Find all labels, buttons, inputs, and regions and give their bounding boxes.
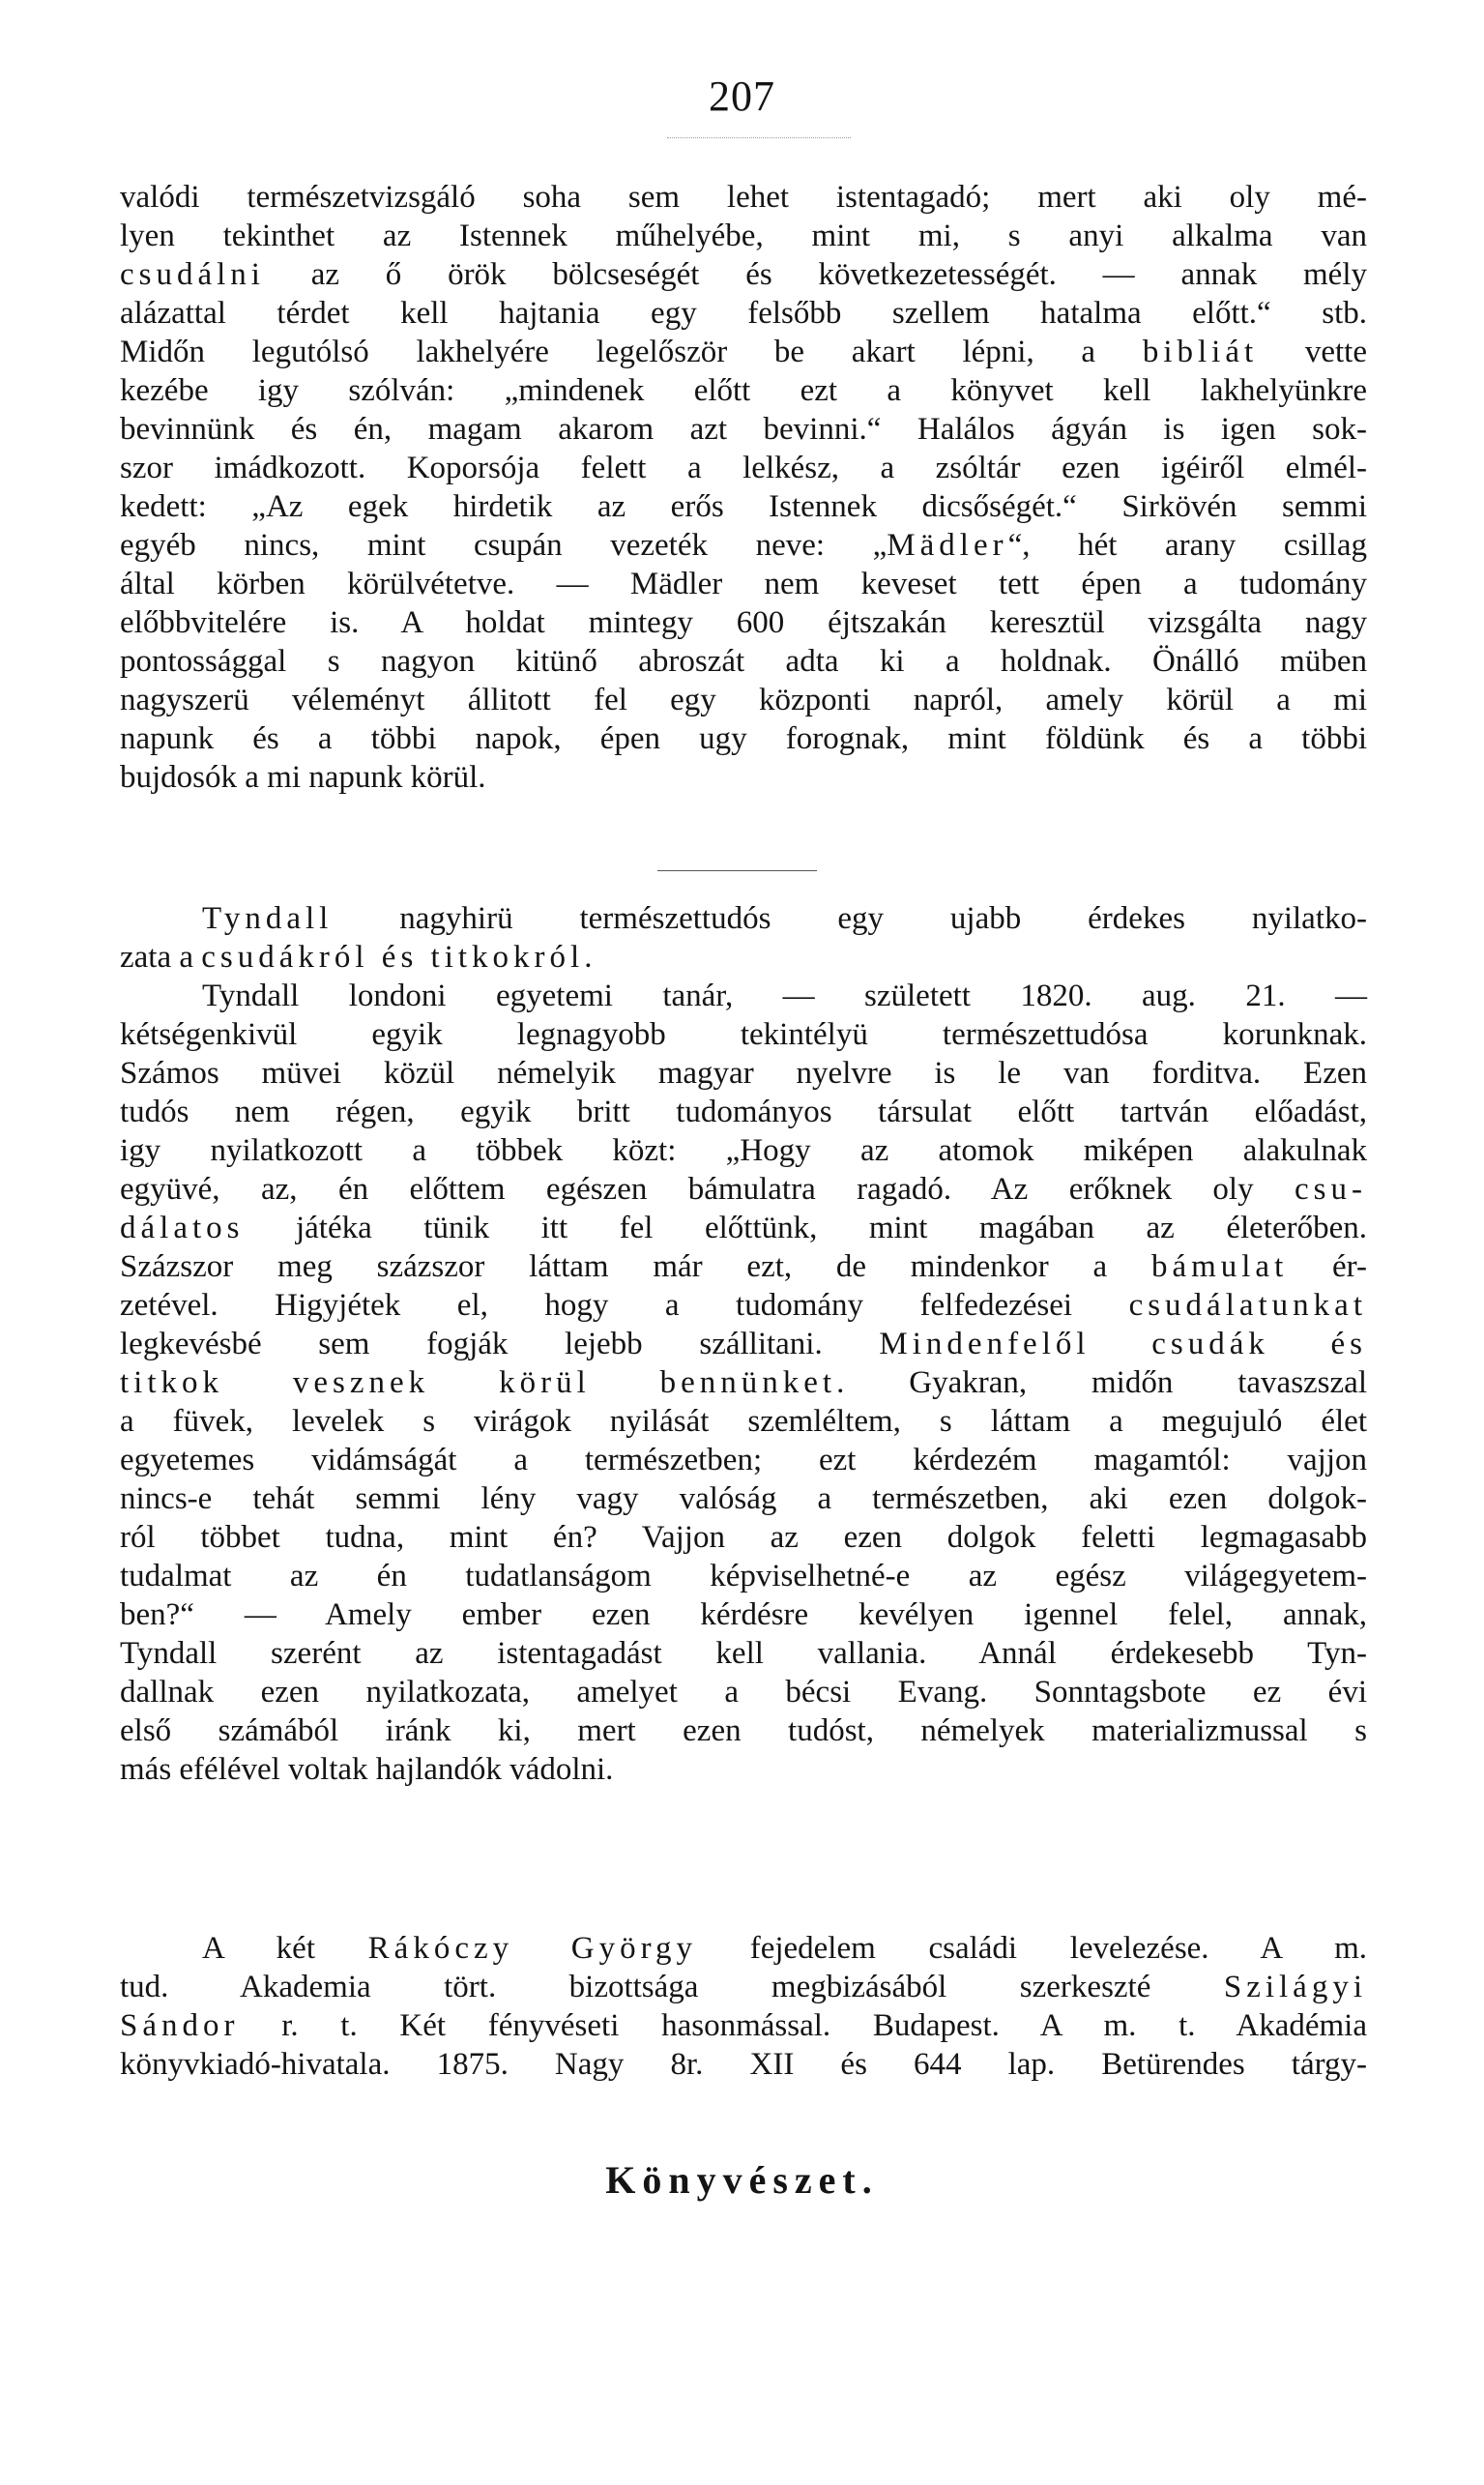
text-segment: által körben körülvétetve. — Mädler nem keveset tett épen a tudomány	[120, 567, 1367, 601]
text-line	[120, 333, 1367, 371]
paragraph-madler	[120, 178, 1367, 797]
text-line	[120, 1131, 1367, 1170]
text-segment: alázattal térdet kell hajtania egy felsőbb szellem hatalma előtt.“ stb.	[120, 296, 1367, 331]
text-line	[120, 899, 1367, 938]
text-line	[120, 487, 1367, 526]
text-segment: . Gyakran, midőn tavaszszal	[836, 1365, 1367, 1400]
text-line	[120, 1968, 1367, 2006]
text-segment: kedett: „Az egek hirdetik az erős Istennek dicsőségét.“ Sirkövén semmi	[120, 489, 1367, 524]
text-line	[120, 449, 1367, 487]
text-segment: nagyszerü véleményt állitott fel egy központi napról, amely körül a mi	[120, 683, 1367, 717]
section-divider	[657, 870, 817, 871]
text-segment: valódi természetvizsgáló soha sem lehet istentagadó; mert aki oly mé-	[120, 180, 1367, 215]
text-line	[120, 603, 1367, 642]
page-number: 207	[709, 73, 775, 120]
paragraph-tyndall	[120, 899, 1367, 1789]
spaced-emphasis-text: csudálni	[120, 257, 265, 292]
text-segment: bevinnünk és én, magam akarom azt bevinni.“ Halálos ágyán is igen sok-	[120, 412, 1367, 447]
text-segment: ér-	[1288, 1249, 1367, 1284]
text-segment: együvé, az, én előttem egészen bámulatra ragadó. Az erőknek oly	[120, 1172, 1295, 1207]
text-segment: zata a	[120, 940, 202, 975]
text-segment: első számából iránk ki, mert ezen tudóst, némelyek materializmussal s	[120, 1713, 1367, 1748]
text-line	[120, 2045, 1367, 2084]
text-segment: .	[584, 940, 593, 975]
paragraph-bibliography	[120, 1929, 1367, 2084]
spaced-emphasis-text: Tyndall	[202, 901, 334, 936]
text-segment: nagyhirü természettudós egy ujabb érdekes nyilatko-	[333, 901, 1367, 936]
text-line	[120, 1595, 1367, 1634]
text-line	[120, 2006, 1367, 2045]
text-segment: könyvkiadó-hivatala. 1875. Nagy 8r. XII és 644 lap. Betürendes tárgy-	[120, 2047, 1367, 2082]
text-line	[120, 1518, 1367, 1557]
text-segment: Számos müvei közül némelyik magyar nyelvre is le van forditva. Ezen	[120, 1056, 1367, 1091]
text-line	[120, 1363, 1367, 1402]
text-line	[120, 1054, 1367, 1093]
text-line	[120, 977, 1367, 1015]
text-segment: Midőn legutólsó lakhelyére legelőször be akart lépni, a	[120, 335, 1143, 369]
text-segment: zetével. Higyjétek el, hogy a tudomány felfedezései	[120, 1288, 1129, 1323]
text-segment: Tyndall szerént az istentagadást kell vallania. Annál érdekesebb Tyn-	[120, 1636, 1367, 1671]
text-line	[120, 178, 1367, 217]
text-segment: ról többet tudna, mint én? Vajjon az ezen dolgok feletti legmagasabb	[120, 1520, 1367, 1555]
text-segment: ben?“ — Amely ember ezen kérdésre kevélyen igennel felel, annak,	[120, 1597, 1367, 1632]
text-line	[120, 294, 1367, 333]
text-line	[120, 1209, 1367, 1247]
spaced-emphasis-text: Rákóczy György	[367, 1931, 698, 1966]
text-segment: dallnak ezen nyilatkozata, amelyet a bécsi Evang. Sonntagsbote ez évi	[120, 1675, 1367, 1710]
spaced-emphasis-text: bibliát	[1142, 335, 1259, 369]
text-line	[120, 1479, 1367, 1518]
text-line	[120, 1170, 1367, 1209]
spaced-emphasis-text: titkok vesznek körül bennünket	[120, 1365, 837, 1400]
text-segment: fejedelem családi levelezése. A m.	[697, 1931, 1368, 1966]
spaced-emphasis-text: Mindenfelől csudák és	[879, 1327, 1367, 1361]
text-segment: egyetemes vidámságát a természetben; ezt kérdezém magamtól: vajjon	[120, 1443, 1367, 1477]
text-line	[120, 410, 1367, 449]
text-line	[120, 1015, 1367, 1054]
text-segment: r. t. Két fényvéseti hasonmással. Budapest. A m. t. Akadémia	[239, 2008, 1367, 2043]
text-line	[120, 1093, 1367, 1131]
text-line	[120, 758, 1367, 797]
text-line	[120, 526, 1367, 565]
spaced-emphasis-text: Mädler	[887, 528, 1008, 563]
text-line	[120, 938, 1367, 977]
text-segment: kezébe igy szólván: „mindenek előtt ezt a könyvet kell lakhelyünkre	[120, 373, 1367, 408]
text-line	[120, 371, 1367, 410]
text-line	[120, 217, 1367, 255]
text-line	[120, 1247, 1367, 1286]
spaced-emphasis-text: Szilágyi	[1223, 1970, 1367, 2004]
text-line	[120, 1286, 1367, 1325]
text-segment: napunk és a többi napok, épen ugy forognak, mint földünk és a többi	[120, 721, 1367, 756]
text-segment: legkevésbé sem fogják lejebb szállitani.	[120, 1327, 880, 1361]
text-segment: kétségenkivül egyik legnagyobb tekintélyü természettudósa korunknak.	[120, 1017, 1367, 1052]
text-line	[120, 1402, 1367, 1441]
text-segment: Tyndall londoni egyetemi tanár, — született 1820. aug. 21. —	[202, 979, 1367, 1013]
text-line	[120, 1441, 1367, 1479]
text-segment: az ő örök bölcseségét és következetességét. — annak mély	[264, 257, 1367, 292]
text-segment: a füvek, levelek s virágok nyilását szemléltem, s láttam a megujuló élet	[120, 1404, 1367, 1439]
text-segment: egyéb nincs, mint csupán vezeték neve: „	[120, 528, 887, 563]
text-line	[120, 1929, 1367, 1968]
text-segment: előbbvitelére is. A holdat mintegy 600 éjtszakán keresztül vizsgálta nagy	[120, 605, 1367, 640]
page-number-underline	[667, 137, 851, 138]
text-segment: nincs-e tehát semmi lény vagy valóság a természetben, aki ezen dolgok-	[120, 1481, 1367, 1516]
text-segment: tudós nem régen, egyik britt tudományos társulat előtt tartván előadást,	[120, 1095, 1367, 1129]
spaced-emphasis-text: Sándor	[120, 2008, 240, 2043]
text-line	[120, 255, 1367, 294]
text-segment: “, hét arany csillag	[1007, 528, 1367, 563]
text-line	[120, 1750, 1367, 1789]
text-segment: bujdosók a mi napunk körül.	[120, 760, 486, 795]
text-line	[120, 565, 1367, 603]
text-line	[120, 1711, 1367, 1750]
spaced-emphasis-text: bámulat	[1150, 1249, 1289, 1284]
text-segment: lyen tekinthet az Istennek műhelyébe, mint mi, s anyi alkalma van	[120, 219, 1367, 253]
text-segment: tud. Akademia tört. bizottsága megbizásából szerkeszté	[120, 1970, 1224, 2004]
text-segment: pontossággal s nagyon kitünő abroszát adta ki a holdnak. Önálló müben	[120, 644, 1367, 679]
spaced-emphasis-text: csudákról és titkokról	[201, 940, 585, 975]
text-line	[120, 1325, 1367, 1363]
text-line	[120, 681, 1367, 719]
text-segment: igy nyilatkozott a többek közt: „Hogy az atomok miképen alakulnak	[120, 1133, 1367, 1168]
text-segment: A két	[202, 1931, 368, 1966]
text-segment: tudalmat az én tudatlanságom képviselhetné-e az egész világegyetem-	[120, 1559, 1367, 1593]
text-line	[120, 1634, 1367, 1673]
text-line	[120, 1673, 1367, 1711]
spaced-emphasis-text: csu-	[1295, 1172, 1367, 1207]
text-line	[120, 642, 1367, 681]
text-segment: Százszor meg százszor láttam már ezt, de mindenkor a	[120, 1249, 1151, 1284]
text-segment: más efélével voltak hajlandók vádolni.	[120, 1752, 614, 1787]
text-segment: játéka tünik itt fel előttünk, mint magában az életerőben.	[244, 1211, 1367, 1245]
text-line	[120, 1557, 1367, 1595]
text-segment: szor imádkozott. Koporsója felett a lelkész, a zsóltár ezen igéiről elmél-	[120, 451, 1367, 485]
spaced-emphasis-text: dálatos	[120, 1211, 245, 1245]
section-heading-konyveszet: Könyvészet.	[605, 2158, 879, 2202]
text-segment: vette	[1258, 335, 1367, 369]
spaced-emphasis-text: csudálatunkat	[1128, 1288, 1367, 1323]
text-line	[120, 719, 1367, 758]
